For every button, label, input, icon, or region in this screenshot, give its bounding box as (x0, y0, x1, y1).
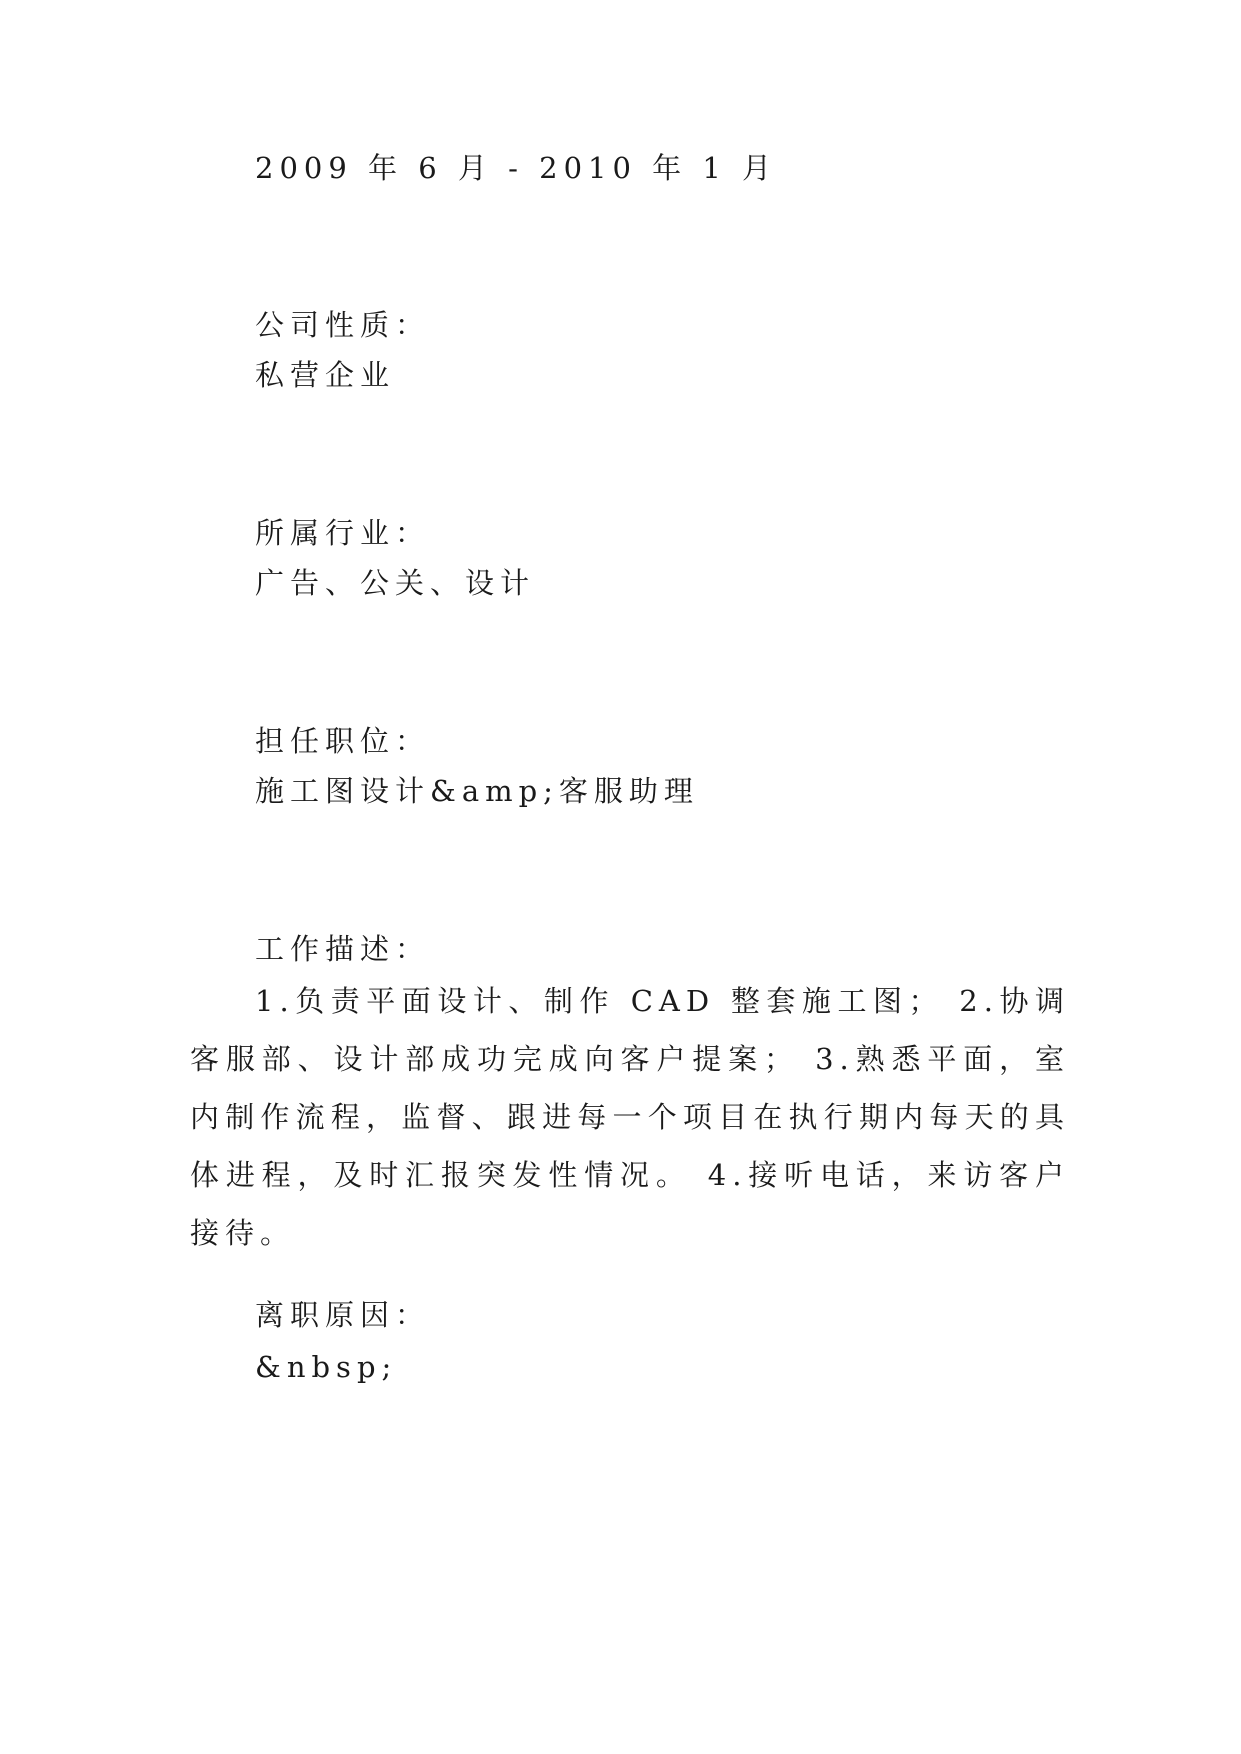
position-label: 担任职位： (255, 724, 431, 758)
company-type-label: 公司性质： (255, 308, 431, 342)
leave-reason-label: 离职原因： (255, 1298, 431, 1332)
leave-reason-value: &nbsp; (255, 1350, 398, 1384)
employment-period: 2009 年 6 月 - 2010 年 1 月 (255, 151, 778, 185)
company-type-value: 私营企业 (255, 358, 396, 392)
industry-label: 所属行业： (255, 516, 431, 550)
work-description-label: 工作描述： (255, 932, 431, 966)
position-value: 施工图设计&amp;客服助理 (255, 774, 699, 808)
industry-value: 广告、公关、设计 (255, 566, 536, 600)
work-description-text: 1.负责平面设计、制作 CAD 整套施工图； 2.协调客服部、设计部成功完成向客户提案； 3.熟悉平面，室内制作流程，监督、跟进每一个项目在执行期内每天的具体进程，及时汇报突发性情况。 4.接听电话，来访客户接待。 (190, 984, 1070, 1250)
